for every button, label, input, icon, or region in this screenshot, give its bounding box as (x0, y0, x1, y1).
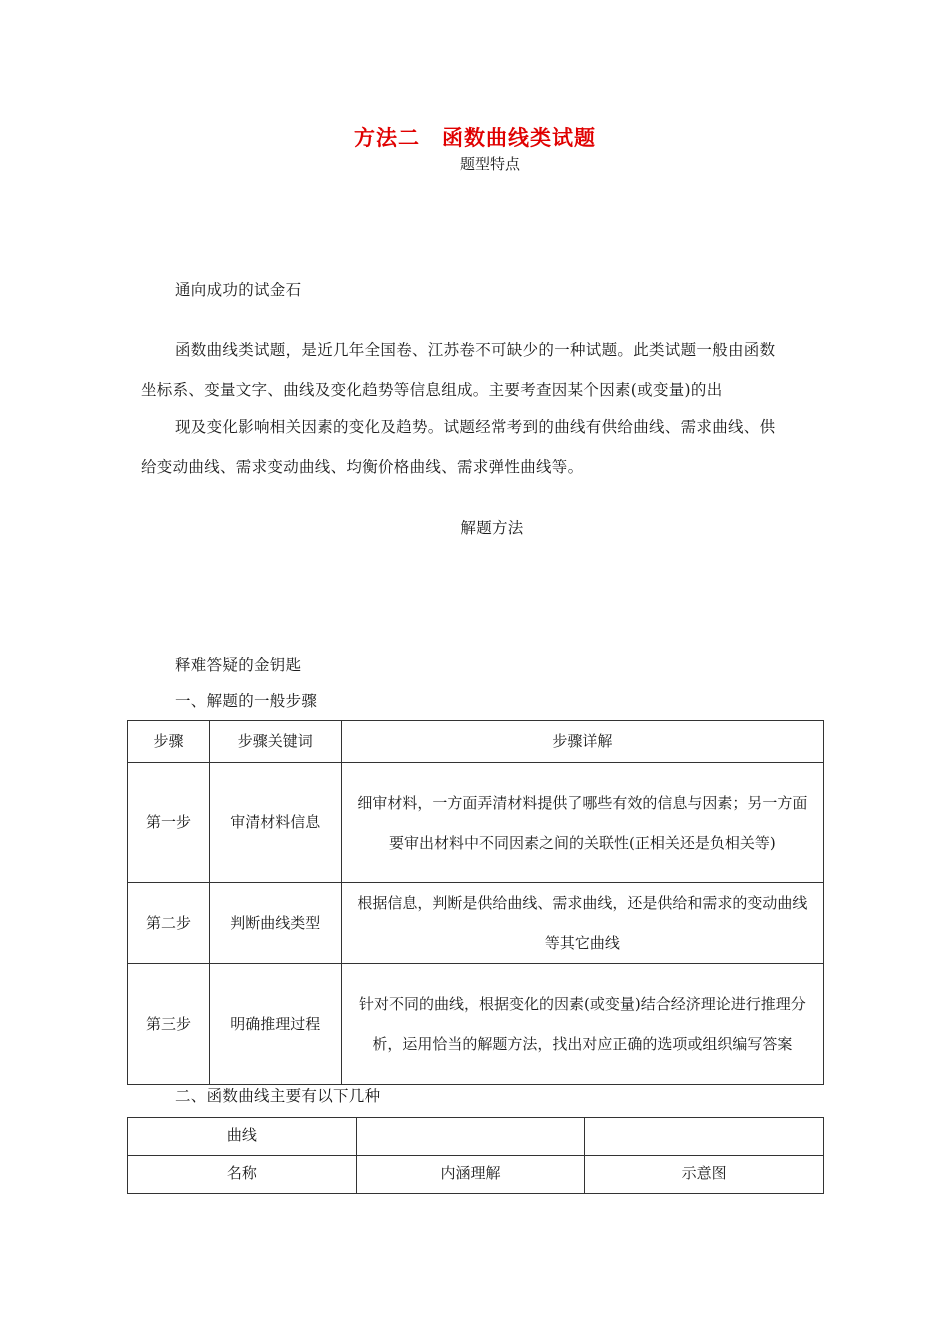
table-header-cell: 步骤关键词 (209, 721, 341, 763)
paragraph-line: 函数曲线类试题，是近几年全国卷、江苏卷不可缺少的一种试题。此类试题一般由函数 (175, 341, 776, 359)
table-header-cell: 名称 (128, 1156, 357, 1194)
table-header-cell: 内涵理解 (356, 1156, 585, 1194)
table-cell (585, 1118, 824, 1156)
paragraph-line: 现及变化影响相关因素的变化及趋势。试题经常考到的曲线有供给曲线、需求曲线、供 (175, 418, 776, 436)
table-header-cell: 步骤 (128, 721, 210, 763)
steps-table (127, 720, 824, 1085)
keyword-cell: 审清材料信息 (209, 763, 341, 883)
section-label: 通向成功的试金石 (175, 281, 302, 299)
detail-cell: 针对不同的曲线，根据变化的因素(或变量)结合经济理论进行推理分析，运用恰当的解题方法，找出对应正确的选项或组织编写答案 (341, 964, 823, 1085)
curves-table (127, 1117, 824, 1194)
table-header-row (128, 721, 824, 763)
step-cell: 第三步 (128, 964, 210, 1085)
paragraph-line: 坐标系、变量文字、曲线及变化趋势等信息组成。主要考查因某个因素(或变量)的出 (141, 381, 723, 399)
table-header-cell: 步骤详解 (341, 721, 823, 763)
table-row (128, 1118, 824, 1156)
table-row (128, 763, 824, 883)
subheading: 一、解题的一般步骤 (175, 692, 318, 710)
section-label: 释难答疑的金钥匙 (175, 656, 302, 674)
keyword-cell: 明确推理过程 (209, 964, 341, 1085)
page-title: 方法二 函数曲线类试题 (354, 126, 596, 150)
detail-cell: 根据信息，判断是供给曲线、需求曲线，还是供给和需求的变动曲线等其它曲线 (341, 883, 823, 964)
table-header-row (128, 1156, 824, 1194)
paragraph-line: 给变动曲线、需求变动曲线、均衡价格曲线、需求弹性曲线等。 (141, 458, 584, 476)
table-cell (356, 1118, 585, 1156)
table-cell: 曲线 (128, 1118, 357, 1156)
detail-cell: 细审材料，一方面弄清材料提供了哪些有效的信息与因素；另一方面要审出材料中不同因素之间的关联性(正相关还是负相关等) (341, 763, 823, 883)
page-subtitle: 题型特点 (459, 155, 520, 173)
section-heading: 解题方法 (460, 519, 524, 537)
step-cell: 第一步 (128, 763, 210, 883)
table-header-cell: 示意图 (585, 1156, 824, 1194)
subheading: 二、函数曲线主要有以下几种 (175, 1087, 381, 1105)
table-row (128, 964, 824, 1085)
table-row (128, 883, 824, 964)
keyword-cell: 判断曲线类型 (209, 883, 341, 964)
step-cell: 第二步 (128, 883, 210, 964)
